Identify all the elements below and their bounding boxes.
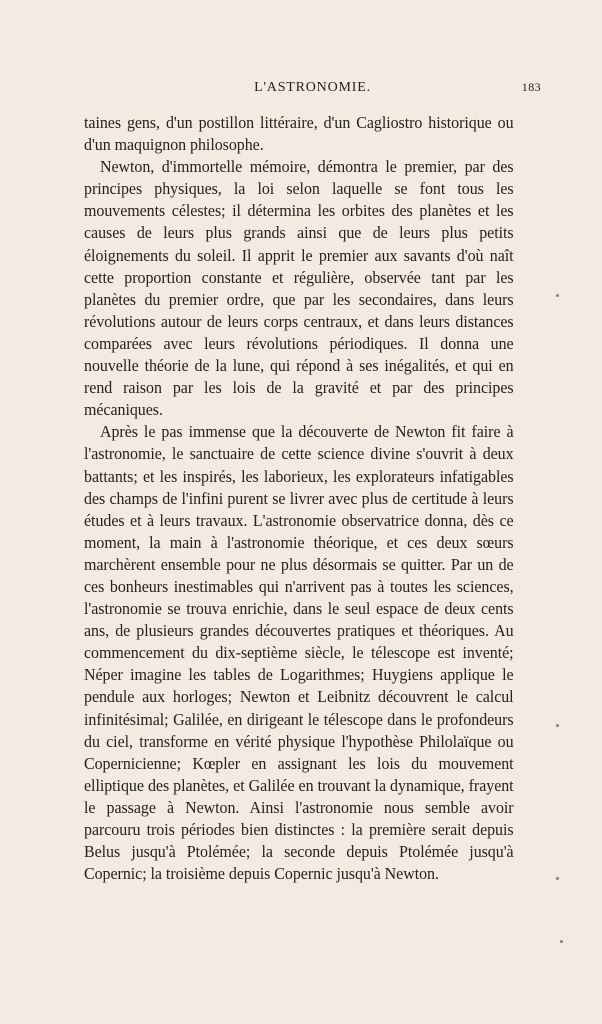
paragraph-continuation: taines gens, d'un postillon littéraire, d'un Cagliostro historique ou d'un maquignon philosophe. [84, 113, 514, 155]
paragraph-astronomy-history: Après le pas immense que la découverte de Newton fit faire à l'astronomie, le sanctuaire de cette science divine s'ouvrit à deux battants; et les inspirés, les laborieux, les explorateurs infatigables des champs de l'infini purent se livrer avec plus de certitude à leurs études et à leurs travaux. L'astronomie observatrice donna, dès ce moment, la main à l'astronomie théorique, et ces deux sœurs marchèrent ensemble pour ne plus désormais se quitter. Par un de ces bonheurs inestimables qui n'arrivent pas à toutes les sciences, l'astronomie se trouva enrichie, dans le seul espace de deux cents ans, de plusieurs grandes découvertes pratiques et théoriques. Au commencement du dix-septième siècle, le télescope est inventé; Néper imagine les tables de Logarithmes; Huygiens applique le pendule aux horloges; Newton et Leibnitz découvrent le calcul infinitésimal; Galilée, en dirigeant le télescope dans le profondeurs du ciel, transforme en vérité physique l'hypothèse Philolaïque ou Copernicienne; Kœpler en assignant les lois du mouvement elliptique des planètes, et Galilée en trouvant la dynamique, frayent le passage à Newton. Ainsi l'astronomie nous semble avoir parcouru trois périodes bien distinctes : la première serait depuis Belus jusqu'à Ptolémée; la seconde depuis Ptolémée jusqu'à Copernic; la troisième depuis Copernic jusqu'à Newton. [84, 422, 514, 884]
margin-dot [556, 294, 559, 297]
paragraph-newton: Newton, d'immortelle mémoire, démontra le premier, par des principes physiques, la loi selon laquelle se font tous les mouvements célestes; il détermina les orbites des planètes et les causes de leurs plus grands ainsi que de leurs plus petits éloignements du soleil. Il apprit le premier aux savants d'où naît cette proportion constante et régulière, observée tant par les planètes du premier ordre, que par les secondaires, dans leurs révolutions autour de leurs corps centraux, et dans leurs distances comparées avec leurs révolutions périodiques. Il donna une nouvelle théorie de la lune, qui répond à ses inégalités, et qui en rend raison par les lois de la gravité et par des principes mécaniques. [84, 157, 514, 420]
running-title: L'ASTRONOMIE. [254, 80, 371, 95]
body-text [84, 112, 514, 885]
page-number: 183 [521, 80, 541, 94]
margin-dot [560, 940, 563, 943]
margin-dot [556, 877, 559, 880]
page-header [84, 80, 541, 100]
margin-dot [556, 724, 559, 727]
